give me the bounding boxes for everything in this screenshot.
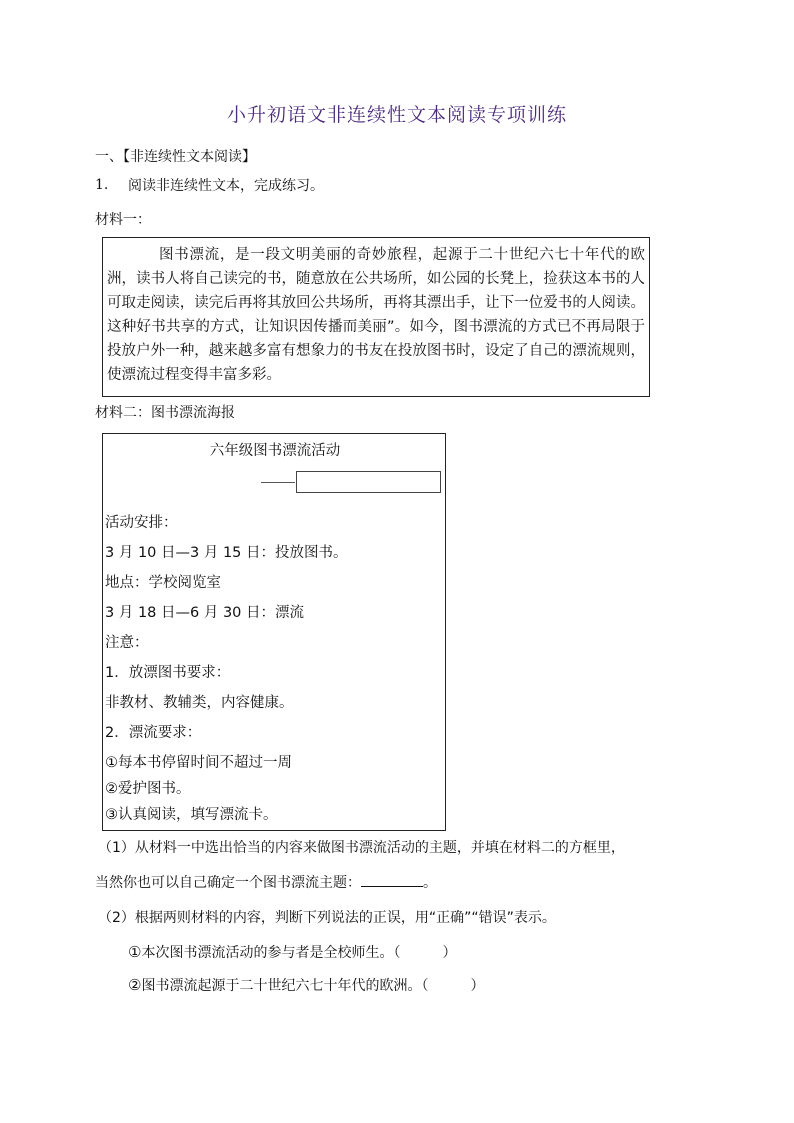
poster-line: 3 月 18 日—6 月 30 日：漂流 (105, 605, 305, 621)
poster-line: 注意： (105, 635, 149, 651)
poster-line: 2．漂流要求： (105, 725, 202, 741)
sub-question-1-line2 (95, 872, 437, 892)
question-instruction: 阅读非连续性文本，完成练习。 (128, 178, 324, 194)
material-two-label: 材料二：图书漂流海报 (95, 405, 235, 421)
item-marker: ② (128, 976, 142, 994)
poster-title: 六年级图书漂流活动 (209, 443, 341, 459)
theme-answer-box[interactable] (296, 471, 441, 493)
judgement-item-text: 本次图书漂流活动的参与者是全校师生。（ ） (141, 945, 457, 961)
judgement-item-1 (128, 942, 456, 962)
theme-answer-blank[interactable] (361, 872, 423, 887)
poster-line: ②爱护图书。 (105, 781, 191, 797)
sub-question-1-line1: （1）从材料一中选出恰当的内容来做图书漂流活动的主题，并填在材料二的方框里， (98, 840, 625, 856)
material-one-label: 材料一： (95, 212, 151, 228)
sub-question-1-end: 。 (423, 875, 437, 891)
poster-line: 3 月 10 日—3 月 15 日：投放图书。 (105, 545, 348, 561)
theme-dash (261, 482, 295, 483)
sub-question-2-intro: （2）根据两则材料的内容，判断下列说法的正误，用“正确”“错误”表示。 (98, 910, 556, 926)
question-number: 1. (95, 177, 109, 193)
poster-line: 地点：学校阅览室 (105, 575, 221, 591)
judgement-item-text: 图书漂流起源于二十世纪六七十年代的欧洲。（ ） (141, 978, 485, 994)
material-one-text: 图书漂流，是一段文明美丽的奇妙旅程，起源于二十世纪六七十年代的欧洲，读书人将自己读完的书，随意放在公共场所，如公园的长凳上，捡获这本书的人可取走阅读，读完后再将其放回公共场所，再将其漂出手，让下一位爱书的人阅读。这种好书共享的方式，让知识因传播而美丽”。如今，图书漂流的方式已不再局限于投放户外一种，越来越多富有想象力的书友在投放图书时，设定了自己的漂流规则，使漂流过程变得丰富多彩。 (107, 247, 645, 383)
poster-line: 1．放漂图书要求： (105, 665, 231, 681)
poster-box (102, 433, 446, 831)
poster-line: 活动安排： (105, 515, 178, 531)
item-marker: ① (128, 943, 142, 961)
poster-line: 非教材、教辅类，内容健康。 (105, 695, 294, 711)
judgement-item-2 (128, 975, 484, 995)
poster-line: ①每本书停留时间不超过一周 (105, 755, 292, 771)
page-title: 小升初语文非连续性文本阅读专项训练 (226, 104, 567, 126)
poster-line: ③认真阅读，填写漂流卡。 (105, 807, 278, 823)
section-heading: 一、【非连续性文本阅读】 (95, 149, 256, 165)
sub-question-1-prompt: 当然你也可以自己确定一个图书漂流主题： (95, 875, 361, 891)
material-one-box (102, 237, 650, 397)
